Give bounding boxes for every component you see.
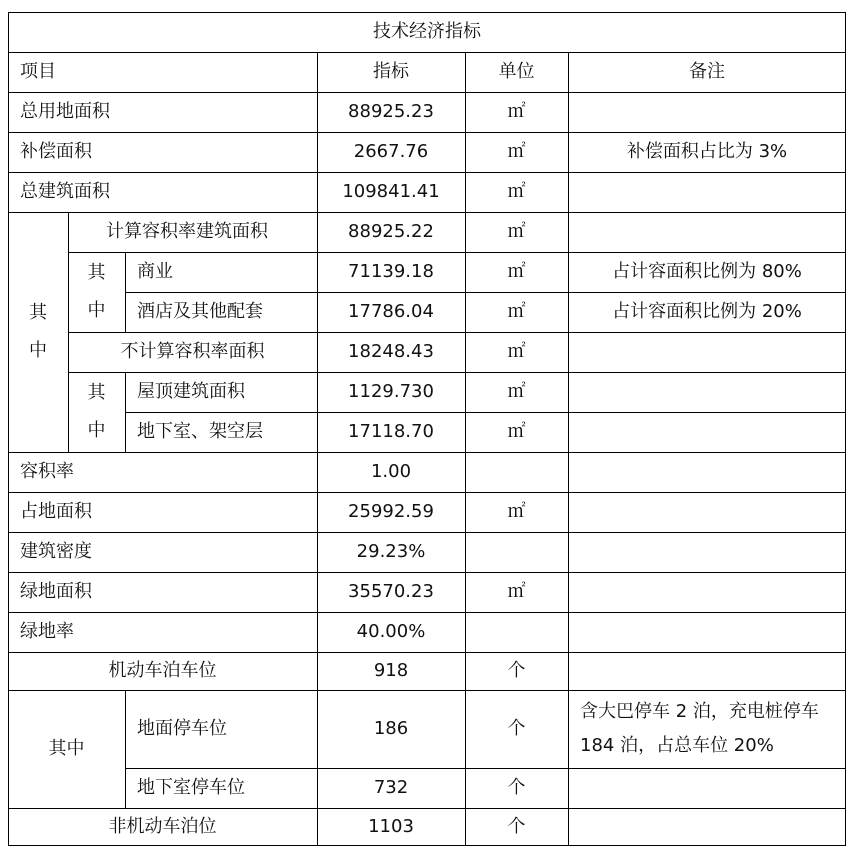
row-divider — [8, 452, 846, 453]
far-label: 容积率 — [20, 461, 74, 483]
far-area-value: 88925.22 — [348, 221, 434, 243]
row-divider — [8, 690, 846, 691]
far-value: 1.00 — [370, 461, 412, 483]
col-divider — [125, 372, 126, 452]
among-parking-label: 其中 — [48, 738, 85, 760]
row-divider — [125, 292, 846, 293]
motor-parking-label: 机动车泊车位 — [108, 660, 217, 682]
row-divider — [8, 52, 846, 53]
col-divider — [68, 212, 69, 452]
non-far-area-value: 18248.43 — [348, 341, 434, 363]
row-divider — [8, 532, 846, 533]
total-building-value: 109841.41 — [342, 181, 440, 203]
total-land-label: 总用地面积 — [20, 101, 110, 123]
compensation-note: 补偿面积占比为 3% — [626, 141, 788, 163]
row-divider — [8, 808, 846, 809]
table-title: 技术经济指标 — [373, 21, 481, 43]
header-note: 备注 — [689, 61, 725, 83]
roof-label: 屋顶建筑面积 — [137, 381, 245, 403]
green-rate-value: 40.00% — [356, 621, 426, 643]
far-area-label: 计算容积率建筑面积 — [106, 221, 268, 243]
footprint-value: 25992.59 — [348, 501, 434, 523]
row-divider — [8, 172, 846, 173]
far-area-unit: ㎡ — [507, 221, 526, 243]
hotel-note: 占计容面积比例为 20% — [612, 301, 802, 323]
green-area-label: 绿地面积 — [20, 581, 92, 603]
commercial-value: 71139.18 — [348, 261, 434, 283]
border-bottom — [8, 845, 846, 846]
row-divider — [8, 132, 846, 133]
total-land-value: 88925.23 — [348, 101, 434, 123]
among-nonfar-label: 其 中 — [87, 382, 106, 441]
compensation-unit: ㎡ — [507, 141, 526, 163]
hotel-label: 酒店及其他配套 — [137, 301, 263, 323]
border-top — [8, 12, 846, 13]
row-divider — [125, 768, 846, 769]
footprint-unit: ㎡ — [507, 501, 526, 523]
basement-value: 17118.70 — [348, 421, 434, 443]
nonmotor-parking-value: 1103 — [368, 816, 414, 838]
total-building-label: 总建筑面积 — [20, 181, 110, 203]
compensation-value: 2667.76 — [353, 141, 429, 163]
green-area-value: 35570.23 — [348, 581, 434, 603]
ground-parking-unit: 个 — [507, 718, 526, 740]
nonmotor-parking-unit: 个 — [507, 816, 526, 838]
roof-value: 1129.730 — [348, 381, 434, 403]
basement-unit: ㎡ — [507, 421, 526, 443]
green-rate-label: 绿地率 — [20, 621, 74, 643]
non-far-area-label: 不计算容积率面积 — [120, 341, 265, 363]
header-item: 项目 — [20, 61, 56, 83]
row-divider — [8, 92, 846, 93]
compensation-label: 补偿面积 — [20, 141, 92, 163]
basement-label: 地下室、架空层 — [137, 421, 263, 443]
row-divider — [8, 492, 846, 493]
col-divider — [125, 690, 126, 808]
header-unit: 单位 — [498, 61, 535, 83]
non-far-area-unit: ㎡ — [507, 341, 526, 363]
row-divider — [8, 652, 846, 653]
density-label: 建筑密度 — [20, 541, 92, 563]
underground-parking-value: 732 — [373, 777, 409, 799]
border-right — [845, 12, 846, 846]
col-divider — [465, 52, 466, 846]
hotel-value: 17786.04 — [348, 301, 434, 323]
among-main-label: 其 中 — [29, 302, 47, 361]
row-divider — [68, 372, 846, 373]
ground-parking-label: 地面停车位 — [137, 718, 227, 740]
ground-parking-note: 含大巴停车 2 泊，充电桩停车 184 泊，占总车位 20% — [580, 701, 819, 756]
roof-unit: ㎡ — [507, 381, 526, 403]
footprint-label: 占地面积 — [20, 501, 92, 523]
ground-parking-value: 186 — [373, 718, 409, 740]
commercial-unit: ㎡ — [507, 261, 526, 283]
commercial-label: 商业 — [137, 261, 173, 283]
row-divider — [68, 332, 846, 333]
row-divider — [8, 572, 846, 573]
motor-parking-unit: 个 — [507, 660, 526, 682]
among-far-label: 其 中 — [87, 262, 106, 321]
row-divider — [125, 412, 846, 413]
total-land-unit: ㎡ — [507, 101, 526, 123]
row-divider — [8, 212, 846, 213]
col-divider — [125, 252, 126, 332]
row-divider — [68, 252, 846, 253]
nonmotor-parking-label: 非机动车泊位 — [108, 816, 217, 838]
border-left — [8, 12, 9, 846]
underground-parking-label: 地下室停车位 — [137, 777, 245, 799]
green-area-unit: ㎡ — [507, 581, 526, 603]
technical-economic-indicators-table — [8, 12, 846, 846]
total-building-unit: ㎡ — [507, 181, 526, 203]
motor-parking-value: 918 — [373, 660, 409, 682]
commercial-note: 占计容面积比例为 80% — [612, 261, 802, 283]
col-divider — [568, 52, 569, 846]
underground-parking-unit: 个 — [507, 777, 526, 799]
header-index: 指标 — [373, 61, 409, 83]
density-value: 29.23% — [356, 541, 426, 563]
col-divider — [317, 52, 318, 846]
hotel-unit: ㎡ — [507, 301, 526, 323]
row-divider — [8, 612, 846, 613]
